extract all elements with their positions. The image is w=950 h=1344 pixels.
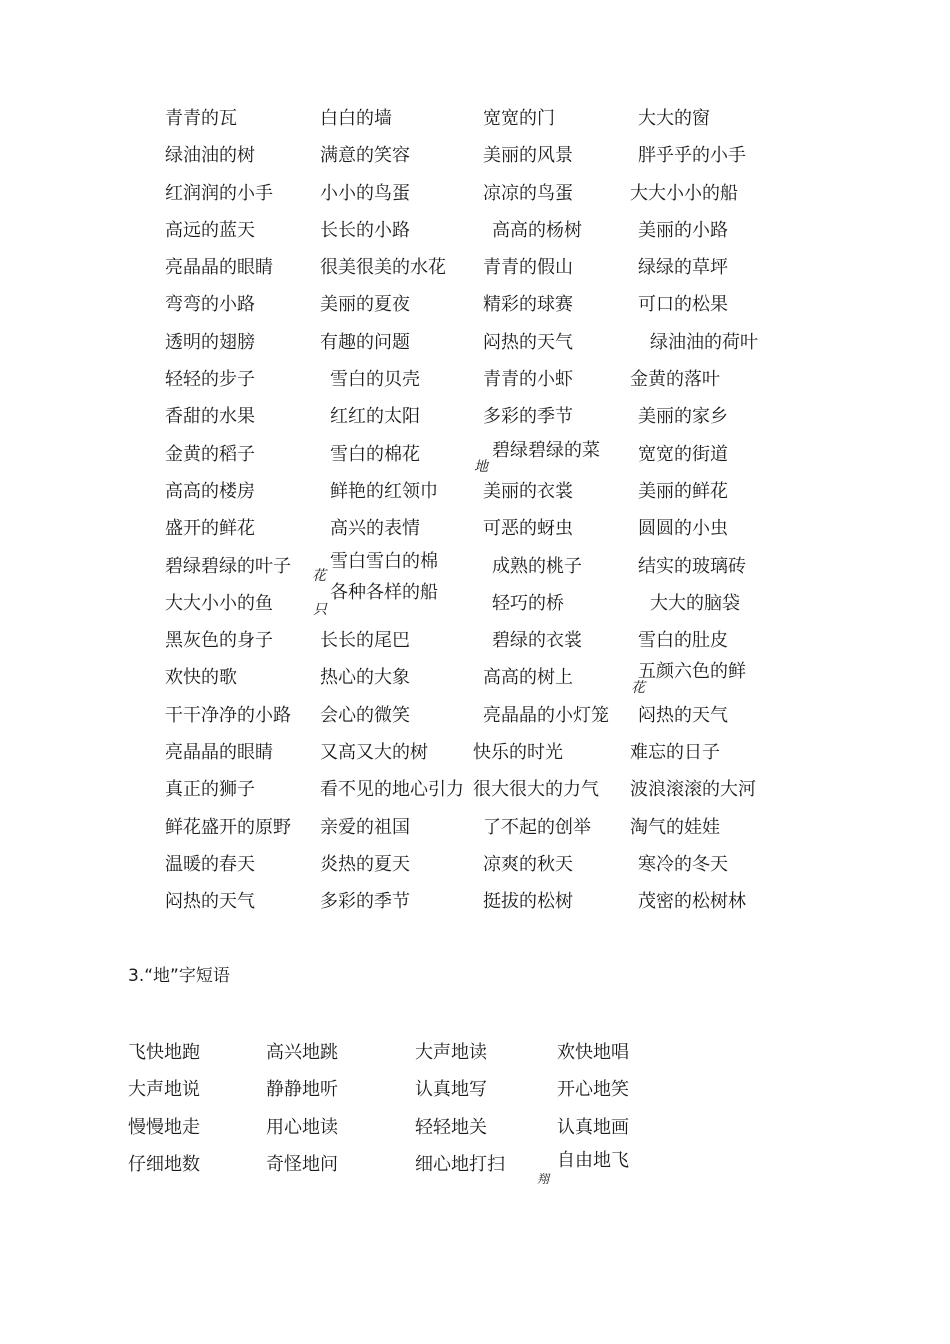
phrase-cell: 高高的杨树 (492, 219, 582, 241)
overflow-char: 翔 (537, 1171, 550, 1186)
phrase-cell: 很美很美的水花 (320, 257, 446, 279)
phrase-cell: 多彩的季节 (320, 891, 410, 913)
table-row (0, 510, 950, 547)
phrase-cell: 闷热的天气 (165, 891, 255, 913)
phrase-cell: 金黄的稻子 (165, 443, 255, 465)
phrase-cell: 飞快地跑 (128, 1042, 200, 1063)
phrase-cell: 美丽的夏夜 (320, 294, 410, 316)
phrase-cell: 大大小小的船 (630, 182, 738, 204)
phrase-cell: 雪白的棉花 (330, 443, 420, 465)
phrase-cell: 炎热的夏天 (320, 853, 410, 875)
phrase-cell: 鲜花盛开的原野 (165, 816, 291, 838)
table-row (0, 1109, 950, 1146)
phrase-cell: 五颜六色的鲜 (638, 661, 746, 683)
phrase-cell: 盛开的鲜花 (165, 518, 255, 540)
table-row (0, 659, 950, 696)
phrase-cell: 又高又大的树 (320, 742, 428, 764)
phrase-cell: 认真地写 (415, 1079, 487, 1101)
phrase-cell: 成熟的桃子 (492, 555, 582, 577)
phrase-cell: 凉凉的鸟蛋 (483, 182, 573, 204)
table-row (0, 249, 950, 286)
phrase-cell: 胖乎乎的小手 (638, 145, 746, 167)
table-row (0, 175, 950, 212)
phrase-cell: 亲爱的祖国 (320, 816, 410, 838)
phrase-cell: 精彩的球赛 (483, 294, 573, 316)
phrase-cell: 高兴的表情 (330, 518, 420, 540)
phrase-cell: 有趣的问题 (320, 331, 410, 353)
table-row (0, 1034, 950, 1071)
phrase-cell: 美丽的家乡 (638, 406, 728, 428)
phrase-cell: 欢快地唱 (557, 1042, 629, 1063)
phrase-cell: 轻巧的桥 (492, 592, 564, 614)
phrase-cell: 欢快的歌 (165, 667, 237, 689)
phrase-cell: 碧绿的衣裳 (492, 630, 582, 652)
phrase-cell: 自由地飞 (557, 1149, 629, 1171)
phrase-cell: 透明的翅膀 (165, 331, 255, 353)
phrase-cell: 结实的玻璃砖 (638, 555, 746, 577)
phrase-cell: 鲜艳的红领巾 (330, 480, 438, 502)
phrase-cell: 干干净净的小路 (165, 704, 291, 726)
phrase-cell: 雪白的贝壳 (330, 369, 420, 391)
phrase-cell: 大大的脑袋 (650, 592, 740, 614)
phrase-cell: 茂密的松树林 (638, 891, 746, 913)
overflow-char: 花 (312, 567, 326, 584)
phrase-cell: 青青的假山 (483, 257, 573, 279)
phrase-cell: 红红的太阳 (330, 406, 420, 428)
phrase-cell: 满意的笑容 (320, 145, 410, 167)
phrase-cell: 美丽的小路 (638, 219, 728, 241)
phrase-cell: 红润润的小手 (165, 182, 273, 204)
table-row (0, 398, 950, 435)
table-row (0, 137, 950, 174)
table-row (0, 473, 950, 510)
phrase-cell: 青青的瓦 (165, 108, 237, 129)
phrase-cell: 仔细地数 (128, 1153, 200, 1175)
phrase-cell: 宽宽的门 (483, 108, 555, 129)
phrase-cell: 认真地画 (557, 1116, 629, 1138)
table-row (0, 1146, 950, 1186)
phrase-cell: 白白的墙 (320, 108, 392, 129)
table-row (0, 771, 950, 808)
table-row (0, 436, 950, 473)
phrase-cell: 难忘的日子 (630, 742, 720, 764)
de-phrase-table (0, 100, 950, 921)
phrase-cell: 雪白的肚皮 (638, 630, 728, 652)
phrase-cell: 细心地打扫 (415, 1153, 505, 1175)
overflow-char: 地 (474, 458, 488, 475)
table-row (0, 212, 950, 249)
table-row (0, 361, 950, 398)
phrase-cell: 很大很大的力气 (473, 779, 599, 801)
phrase-cell: 用心地读 (266, 1116, 338, 1138)
phrase-cell: 宽宽的街道 (638, 443, 728, 465)
phrase-cell: 美丽的鲜花 (638, 480, 728, 502)
overflow-char: 只 (313, 601, 327, 618)
phrase-cell: 金黄的落叶 (630, 369, 720, 391)
phrase-cell: 真正的狮子 (165, 779, 255, 801)
phrase-cell: 绿油油的树 (165, 145, 255, 167)
phrase-cell: 凉爽的秋天 (483, 853, 573, 875)
phrase-cell: 美丽的风景 (483, 145, 573, 167)
phrase-cell: 高高的楼房 (165, 480, 255, 502)
table-row (0, 581, 950, 622)
phrase-cell: 黑灰色的身子 (165, 630, 273, 652)
phrase-cell: 大声地说 (128, 1079, 200, 1101)
phrase-cell: 香甜的水果 (165, 406, 255, 428)
phrase-cell: 弯弯的小路 (165, 294, 255, 316)
phrase-cell: 淘气的娃娃 (630, 816, 720, 838)
phrase-cell: 会心的微笑 (320, 704, 410, 726)
phrase-cell: 高远的蓝天 (165, 219, 255, 241)
phrase-cell: 碧绿碧绿的叶子 (165, 555, 291, 577)
di-phrase-table (0, 1034, 950, 1186)
table-row (0, 809, 950, 846)
phrase-cell: 热心的大象 (320, 667, 410, 689)
table-row (0, 734, 950, 771)
phrase-cell: 碧绿碧绿的菜 (492, 439, 600, 461)
phrase-cell: 亮晶晶的小灯笼 (483, 704, 609, 726)
phrase-cell: 寒冷的冬天 (638, 853, 728, 875)
table-row (0, 548, 950, 585)
phrase-cell: 温暖的春天 (165, 853, 255, 875)
section-title: 3.“地”字短语 (128, 966, 230, 986)
phrase-cell: 快乐的时光 (473, 742, 563, 764)
phrase-cell: 绿油油的荷叶 (650, 331, 758, 353)
phrase-cell: 高兴地跳 (266, 1042, 338, 1063)
table-row (0, 622, 950, 659)
phrase-cell: 挺拔的松树 (483, 891, 573, 913)
phrase-cell: 高高的树上 (483, 667, 573, 689)
phrase-cell: 长长的尾巴 (320, 630, 410, 652)
overflow-char: 花 (631, 680, 645, 697)
phrase-cell: 闷热的天气 (638, 704, 728, 726)
table-row (0, 846, 950, 883)
phrase-cell: 静静地听 (266, 1079, 338, 1101)
phrase-cell: 奇怪地问 (266, 1153, 338, 1175)
phrase-cell: 多彩的季节 (483, 406, 573, 428)
table-row (0, 883, 950, 920)
phrase-cell: 雪白雪白的棉 (330, 550, 438, 572)
phrase-cell: 绿绿的草坪 (638, 257, 728, 279)
phrase-cell: 亮晶晶的眼睛 (165, 742, 273, 764)
table-row (0, 100, 950, 137)
phrase-cell: 闷热的天气 (483, 331, 573, 353)
phrase-cell: 看不见的地心引力 (320, 779, 464, 801)
table-row (0, 697, 950, 734)
phrase-cell: 美丽的衣裳 (483, 480, 573, 502)
phrase-cell: 圆圆的小虫 (638, 518, 728, 540)
phrase-cell: 长长的小路 (320, 219, 410, 241)
table-row (0, 286, 950, 323)
phrase-cell: 慢慢地走 (128, 1116, 200, 1138)
table-row (0, 324, 950, 361)
phrase-cell: 小小的鸟蛋 (320, 182, 410, 204)
phrase-cell: 各种各样的船 (330, 581, 438, 603)
phrase-cell: 可口的松果 (638, 294, 728, 316)
table-row (0, 1071, 950, 1108)
phrase-cell: 轻轻地关 (415, 1116, 487, 1138)
phrase-cell: 开心地笑 (557, 1079, 629, 1101)
phrase-cell: 轻轻的步子 (165, 369, 255, 391)
phrase-cell: 青青的小虾 (483, 369, 573, 391)
phrase-cell: 可恶的蚜虫 (483, 518, 573, 540)
phrase-cell: 波浪滚滚的大河 (630, 779, 756, 801)
phrase-cell: 亮晶晶的眼睛 (165, 257, 273, 279)
phrase-cell: 大大的窗 (638, 108, 710, 129)
phrase-cell: 了不起的创举 (483, 816, 591, 838)
phrase-cell: 大声地读 (415, 1042, 487, 1063)
phrase-cell: 大大小小的鱼 (165, 592, 273, 614)
